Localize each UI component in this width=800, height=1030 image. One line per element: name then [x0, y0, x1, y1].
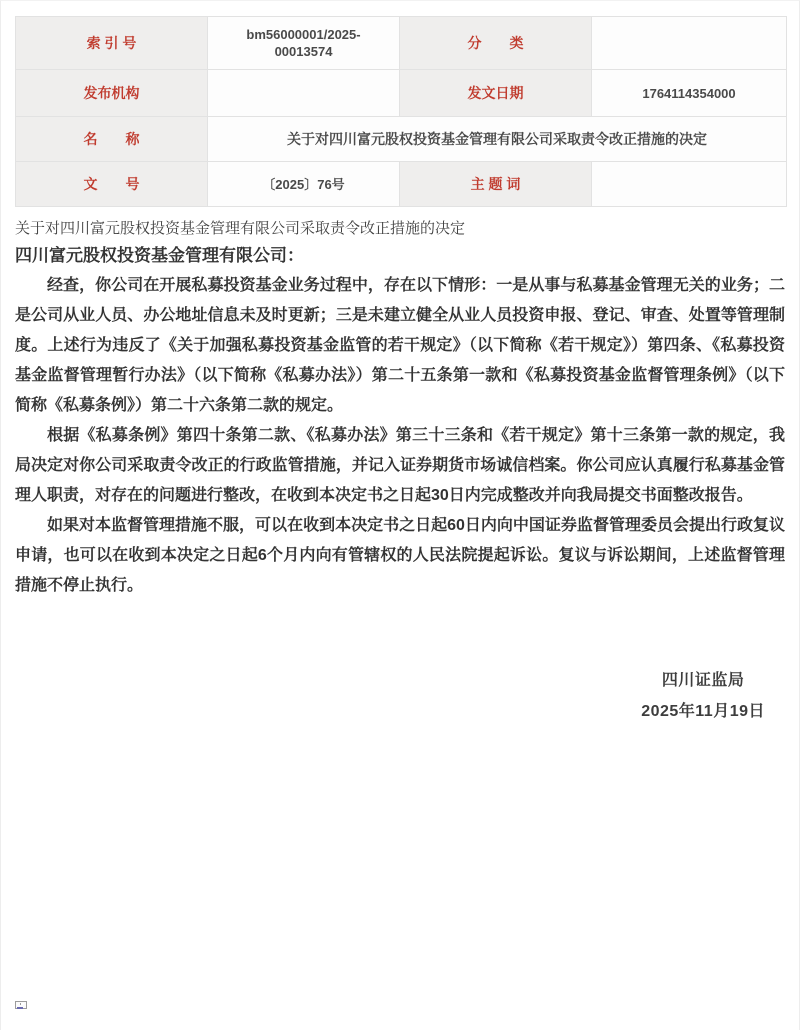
- table-row: [16, 117, 787, 162]
- table-row: [16, 17, 787, 70]
- value-index-number: bm56000001/2025-00013574: [208, 17, 400, 70]
- document-paragraph: 如果对本监督管理措施不服，可以在收到本决定书之日起60日内向中国证券监督管理委员会提出行政复议申请，也可以在收到本决定之日起6个月内向有管辖权的人民法院提起诉讼。复议与诉讼期间，上述监督管理措施不停止执行。: [15, 517, 785, 594]
- document-info-table: [15, 16, 787, 207]
- document-paragraph: 经查，你公司在开展私募投资基金业务过程中，存在以下情形：一是从事与私募基金管理无关的业务；二是公司从业人员、办公地址信息未及时更新；三是未建立健全从业人员投资申报、登记、审查、处置等管理制度。上述行为违反了《关于加强私募投资基金监管的若干规定》（以下简称《若干规定》）第四条、《私募投资基金监督管理暂行办法》（以下简称《私募办法》）第二十五条第一款和《私募投资基金监督管理条例》（以下简称《私募条例》）第二十六条第二款的规定。: [15, 277, 785, 414]
- label-subject-words: 主 题 词: [400, 162, 592, 207]
- signature-date: 2025年11月19日: [641, 703, 765, 720]
- table-row: [16, 162, 787, 207]
- value-subject-words: [592, 162, 787, 207]
- signature-agency: 四川证监局: [661, 672, 745, 689]
- document-salutation: 四川富元股权投资基金管理有限公司：: [15, 246, 304, 265]
- value-document-name: 关于对四川富元股权投资基金管理有限公司采取责令改正措施的决定: [208, 117, 787, 162]
- broken-image-icon: [15, 1001, 27, 1009]
- value-category: [592, 17, 787, 70]
- table-row: [16, 70, 787, 117]
- document-title: 关于对四川富元股权投资基金管理有限公司采取责令改正措施的决定: [15, 220, 466, 237]
- label-index-number: 索 引 号: [16, 17, 208, 70]
- value-issue-date: 1764114354000: [592, 70, 787, 117]
- value-doc-number: 〔2025〕76号: [208, 162, 400, 207]
- document-body: [15, 217, 785, 727]
- signature-block: [641, 665, 765, 727]
- value-issuing-agency: [208, 70, 400, 117]
- label-issue-date: 发文日期: [400, 70, 592, 117]
- label-doc-number: 文 号: [16, 162, 208, 207]
- label-issuing-agency: 发布机构: [16, 70, 208, 117]
- document-paragraph: 根据《私募条例》第四十条第二款、《私募办法》第三十三条和《若干规定》第十三条第一款的规定，我局决定对你公司采取责令改正的行政监管措施，并记入证券期货市场诚信档案。你公司应认真履行私募基金管理人职责，对存在的问题进行整改，在收到本决定书之日起30日内完成整改并向我局提交书面整改报告。: [15, 427, 785, 504]
- label-category: 分 类: [400, 17, 592, 70]
- label-document-name: 名 称: [16, 117, 208, 162]
